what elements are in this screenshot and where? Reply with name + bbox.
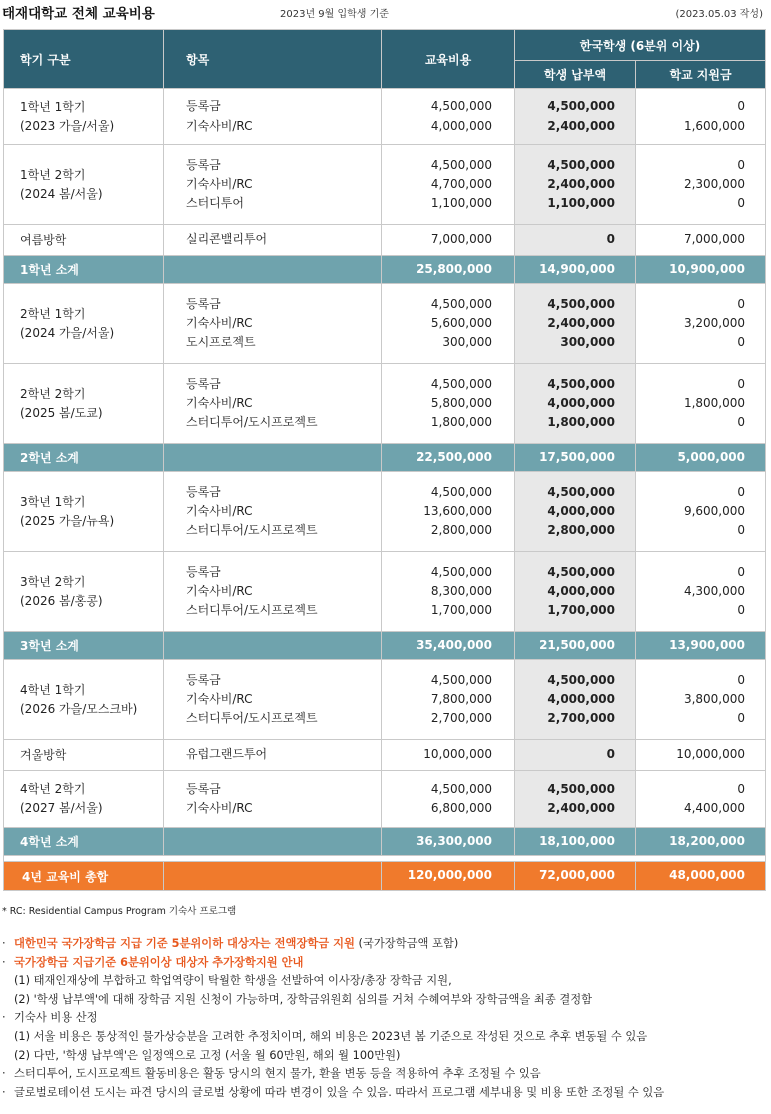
subtotal-cost (382, 632, 515, 660)
subtotal-school-support-line: 5,000,000 (677, 449, 746, 464)
semester-cell-line: 2학년 1학기 (20, 306, 86, 321)
cost-cell-line: 4,000,000 (430, 118, 492, 133)
student-pay-cell-line: 4,500,000 (547, 484, 615, 499)
cost-cell-line: 1,100,000 (430, 196, 492, 211)
semester-cell-line: 여름방학 (20, 232, 67, 247)
total-student-pay: 72,000,000 (515, 862, 636, 891)
note-text: 스터디투어, 도시프로젝트 활동비용은 활동 당시의 현지 물가, 환율 변동 등을 적용하여 추후 조정될 수 있음 (14, 1067, 541, 1081)
item-cell (164, 225, 382, 256)
subtotal-student-pay-line: 21,500,000 (539, 637, 615, 652)
school-support-cell-line: 0 (737, 415, 746, 430)
header-school-support: 학교 지원금 (636, 61, 766, 89)
school-support-cell (636, 284, 766, 364)
subtotal-student-pay (515, 632, 636, 660)
student-pay-cell-line: 4,000,000 (547, 395, 615, 410)
semester-cell-line: 겨울방학 (20, 747, 67, 762)
item-cell (164, 364, 382, 444)
notes-list (2, 935, 767, 1102)
school-support-cell-line: 9,600,000 (683, 503, 746, 518)
bullet-dot-icon: · (2, 955, 6, 969)
semester-cell-line: 1학년 1학기 (20, 99, 86, 114)
table-row (4, 552, 766, 632)
student-pay-cell-line: 2,400,000 (547, 315, 615, 330)
table-row (4, 771, 766, 828)
cost-cell (382, 145, 515, 225)
semester-cell-line: 1학년 2학기 (20, 167, 86, 182)
school-support-cell-line: 0 (737, 781, 746, 796)
note-subitem (2, 1047, 767, 1066)
school-support-cell (636, 364, 766, 444)
subtotal-student-pay (515, 256, 636, 284)
school-support-cell-line: 10,000,000 (676, 747, 746, 762)
cost-cell-line: 4,500,000 (430, 157, 492, 172)
cost-cell-line: 4,500,000 (430, 296, 492, 311)
school-support-cell (636, 225, 766, 256)
school-support-cell-line: 0 (737, 376, 746, 391)
item-cell-line: 등록금 (186, 296, 221, 311)
note-text: 기숙사 비용 산정 (14, 1011, 98, 1025)
bullet-dot-icon: · (2, 937, 6, 950)
subtotal-school-support (636, 256, 766, 284)
item-cell (164, 145, 382, 225)
item-cell-line: 기숙사비/RC (186, 691, 253, 706)
subtotal-cost-line: 36,300,000 (416, 833, 492, 848)
page-title: 태재대학교 전체 교육비용 (2, 6, 155, 22)
semester-cell (4, 89, 164, 145)
semester-cell (4, 284, 164, 364)
note-text: (1) 태재인재상에 부합하고 학업역량이 탁월한 학생을 선발하여 이사장/총장 장학금 지원, (14, 974, 452, 988)
semester-cell-line: (2024 가을/서울) (20, 325, 115, 340)
item-cell-line: 유럽그랜드투어 (186, 747, 268, 762)
student-pay-cell-line: 2,700,000 (547, 711, 615, 726)
student-pay-cell (515, 552, 636, 632)
item-cell-line: 도시프로젝트 (186, 335, 256, 350)
student-pay-cell-line: 4,000,000 (547, 691, 615, 706)
rc-footnote: * RC: Residential Campus Program 기숙사 프로그램 (2, 906, 237, 917)
item-cell-line: 스터디투어/도시프로젝트 (186, 603, 318, 618)
table-row (4, 660, 766, 740)
school-support-cell (636, 89, 766, 145)
subtotal-empty (164, 632, 382, 660)
item-cell-line: 실리콘밸리투어 (186, 232, 268, 247)
cost-cell-line: 2,800,000 (430, 523, 492, 538)
item-cell-line: 기숙사비/RC (186, 503, 253, 518)
item-cell (164, 660, 382, 740)
total-cost: 120,000,000 (382, 862, 515, 891)
school-support-cell-line: 3,200,000 (683, 315, 746, 330)
school-support-cell (636, 660, 766, 740)
student-pay-cell-line: 2,400,000 (547, 801, 615, 815)
school-support-cell (636, 552, 766, 632)
subtotal-empty (164, 444, 382, 472)
semester-cell-line: (2025 봄/도쿄) (20, 405, 103, 420)
student-pay-cell-line: 1,100,000 (547, 196, 615, 211)
semester-cell (4, 552, 164, 632)
school-support-cell-line: 0 (737, 296, 746, 311)
item-cell-line: 등록금 (186, 157, 221, 172)
cost-cell-line: 5,600,000 (430, 315, 492, 330)
student-pay-cell-line: 0 (606, 232, 615, 247)
note-text: (국가장학금액 포함) (354, 937, 459, 950)
student-pay-cell-line: 4,500,000 (547, 296, 615, 311)
cost-cell (382, 284, 515, 364)
school-support-cell-line: 2,300,000 (683, 176, 746, 191)
school-support-cell-line: 0 (737, 523, 746, 538)
school-support-cell-line: 4,300,000 (683, 583, 746, 598)
student-pay-cell-line: 4,500,000 (547, 376, 615, 391)
school-support-cell (636, 145, 766, 225)
header-student-pay: 학생 납부액 (515, 61, 636, 89)
student-pay-cell (515, 660, 636, 740)
subtotal-row (4, 444, 766, 472)
written-date: (2023.05.03 작성) (675, 9, 763, 20)
student-pay-cell (515, 225, 636, 256)
item-cell-line: 등록금 (186, 781, 221, 796)
subtotal-school-support-line: 13,900,000 (669, 637, 746, 652)
header-korean-students: 한국학생 (6분위 이상) (515, 30, 766, 61)
subtotal-student-pay (515, 828, 636, 856)
item-cell-line: 기숙사비/RC (186, 583, 253, 598)
cost-cell (382, 740, 515, 771)
subtotal-label (4, 444, 164, 472)
note-subitem (2, 991, 767, 1010)
table-row (4, 740, 766, 771)
total-empty (164, 862, 382, 891)
school-support-cell-line: 1,600,000 (683, 118, 746, 133)
cost-cell-line: 4,500,000 (430, 99, 492, 114)
semester-cell (4, 472, 164, 552)
student-pay-cell-line: 4,500,000 (547, 564, 615, 579)
student-pay-cell (515, 740, 636, 771)
semester-cell (4, 740, 164, 771)
student-pay-cell-line: 4,500,000 (547, 99, 615, 114)
semester-cell-line: (2027 봄/서울) (20, 801, 103, 815)
school-support-cell-line: 0 (737, 711, 746, 726)
subtotal-empty (164, 256, 382, 284)
subtotal-label (4, 256, 164, 284)
semester-cell-line: 3학년 2학기 (20, 574, 86, 589)
subtotal-school-support (636, 444, 766, 472)
item-cell-line: 등록금 (186, 376, 221, 391)
note-bullet (2, 954, 767, 973)
subtotal-row (4, 256, 766, 284)
subtotal-cost-line: 35,400,000 (416, 637, 492, 652)
subtotal-cost (382, 828, 515, 856)
cost-cell-line: 7,000,000 (430, 232, 492, 247)
cost-cell-line: 1,700,000 (430, 603, 492, 618)
subtotal-row (4, 828, 766, 856)
note-bullet (2, 935, 767, 954)
cost-cell (382, 472, 515, 552)
total-label: 4년 교육비 총합 (4, 862, 164, 891)
table-row (4, 89, 766, 145)
item-cell-line: 기숙사비/RC (186, 315, 253, 330)
admission-basis: 2023년 9월 입학생 기준 (280, 9, 389, 20)
cost-cell-line: 10,000,000 (423, 747, 492, 762)
cost-cell-line: 5,800,000 (430, 395, 492, 410)
total-school-support: 48,000,000 (636, 862, 766, 891)
item-cell (164, 89, 382, 145)
semester-cell-line: (2024 봄/서울) (20, 186, 103, 201)
subtotal-cost-line: 22,500,000 (416, 449, 492, 464)
cost-cell (382, 552, 515, 632)
item-cell (164, 552, 382, 632)
note-text: (2) '학생 납부액'에 대해 장학금 지원 신청이 가능하며, 장학금위원회 심의를 거쳐 수혜여부와 장학금액을 최종 결정함 (14, 992, 593, 1006)
note-text: 글로벌로테이션 도시는 파견 당시의 글로벌 상황에 따라 변경이 있을 수 있음. 따라서 프로그램 세부내용 및 비용 또한 조정될 수 있음 (14, 1085, 665, 1099)
school-support-cell-line: 0 (737, 99, 746, 114)
school-support-cell (636, 740, 766, 771)
note-bullet (2, 1084, 767, 1103)
subtotal-label-line: 4학년 소계 (20, 835, 79, 849)
student-pay-cell (515, 472, 636, 552)
note-subitem (2, 1028, 767, 1047)
item-cell-line: 기숙사비/RC (186, 801, 253, 815)
student-pay-cell (515, 284, 636, 364)
header-item: 항목 (164, 30, 382, 89)
student-pay-cell (515, 89, 636, 145)
subtotal-label-line: 3학년 소계 (20, 639, 79, 653)
subtotal-cost (382, 256, 515, 284)
bullet-dot-icon: · (2, 1085, 6, 1099)
subtotal-school-support (636, 828, 766, 856)
semester-cell-line: (2025 가을/뉴욕) (20, 513, 115, 528)
subtotal-cost-line: 25,800,000 (416, 261, 492, 276)
item-cell (164, 284, 382, 364)
item-cell-line: 기숙사비/RC (186, 118, 253, 133)
subtotal-student-pay-line: 18,100,000 (539, 833, 615, 848)
student-pay-cell-line: 4,500,000 (547, 157, 615, 172)
cost-cell-line: 4,500,000 (430, 564, 492, 579)
student-pay-cell-line: 1,800,000 (547, 415, 615, 430)
item-cell-line: 등록금 (186, 99, 221, 114)
student-pay-cell-line: 4,500,000 (547, 781, 615, 796)
note-text: (2) 다만, '학생 납부액'은 일정액으로 고정 (서울 월 60만원, 해외 월 100만원) (14, 1048, 401, 1062)
cost-cell-line: 4,500,000 (430, 672, 492, 687)
semester-cell (4, 364, 164, 444)
student-pay-cell-line: 2,800,000 (547, 523, 615, 538)
cost-cell-line: 1,800,000 (430, 415, 492, 430)
school-support-cell (636, 472, 766, 552)
cost-cell-line: 300,000 (442, 335, 492, 350)
school-support-cell-line: 0 (737, 335, 746, 350)
school-support-cell-line: 3,800,000 (683, 691, 746, 706)
semester-cell-line: 4학년 2학기 (20, 782, 86, 796)
item-cell-line: 스터디투어/도시프로젝트 (186, 523, 318, 538)
semester-cell-line: 4학년 1학기 (20, 682, 86, 697)
education-cost-table (3, 29, 766, 891)
cost-cell-line: 13,600,000 (423, 503, 492, 518)
subtotal-school-support (636, 632, 766, 660)
cost-cell (382, 89, 515, 145)
school-support-cell-line: 0 (737, 196, 746, 211)
table-row (4, 364, 766, 444)
semester-cell (4, 771, 164, 828)
subtotal-student-pay (515, 444, 636, 472)
cost-cell-line: 2,700,000 (430, 711, 492, 726)
item-cell (164, 771, 382, 828)
item-cell-line: 등록금 (186, 484, 221, 499)
table-row (4, 145, 766, 225)
cost-cell-line: 4,500,000 (430, 484, 492, 499)
student-pay-cell-line: 4,000,000 (547, 583, 615, 598)
item-cell-line: 스터디투어 (186, 196, 244, 211)
semester-cell (4, 225, 164, 256)
cost-cell-line: 4,700,000 (430, 176, 492, 191)
semester-cell (4, 145, 164, 225)
school-support-cell-line: 0 (737, 672, 746, 687)
student-pay-cell-line: 4,000,000 (547, 503, 615, 518)
school-support-cell-line: 0 (737, 157, 746, 172)
subtotal-school-support-line: 18,200,000 (669, 833, 746, 848)
subtotal-student-pay-line: 17,500,000 (539, 449, 615, 464)
bullet-dot-icon: · (2, 1067, 6, 1081)
student-pay-cell-line: 300,000 (560, 335, 615, 350)
cost-cell (382, 225, 515, 256)
total-row (4, 862, 766, 891)
student-pay-cell-line: 4,500,000 (547, 672, 615, 687)
subtotal-label (4, 632, 164, 660)
header-cost: 교육비용 (382, 30, 515, 89)
school-support-cell-line: 7,000,000 (683, 232, 746, 247)
note-text: (1) 서울 비용은 통상적인 물가상승분을 고려한 추정치이며, 해외 비용은 2023년 봄 기준으로 작성된 것으로 추후 변동될 수 있음 (14, 1029, 648, 1043)
item-cell-line: 기숙사비/RC (186, 176, 253, 191)
school-support-cell-line: 0 (737, 564, 746, 579)
school-support-cell-line: 0 (737, 603, 746, 618)
semester-cell (4, 660, 164, 740)
cost-cell-line: 4,500,000 (430, 781, 492, 796)
subtotal-row (4, 632, 766, 660)
student-pay-cell-line: 0 (606, 747, 615, 762)
student-pay-cell-line: 1,700,000 (547, 603, 615, 618)
item-cell-line: 기숙사비/RC (186, 395, 253, 410)
student-pay-cell (515, 145, 636, 225)
subtotal-label-line: 1학년 소계 (20, 263, 79, 277)
cost-cell (382, 364, 515, 444)
table-row (4, 472, 766, 552)
student-pay-cell-line: 2,400,000 (547, 176, 615, 191)
cost-cell (382, 771, 515, 828)
school-support-cell (636, 771, 766, 828)
subtotal-empty (164, 828, 382, 856)
header-semester: 학기 구분 (4, 30, 164, 89)
cost-cell-line: 4,500,000 (430, 376, 492, 391)
subtotal-label-line: 2학년 소계 (20, 451, 79, 465)
school-support-cell-line: 0 (737, 484, 746, 499)
item-cell-line: 등록금 (186, 564, 221, 579)
cost-cell-line: 6,800,000 (430, 801, 492, 815)
school-support-cell-line: 1,800,000 (683, 395, 746, 410)
semester-cell-line: 3학년 1학기 (20, 494, 86, 509)
cost-cell-line: 8,300,000 (430, 583, 492, 598)
school-support-cell-line: 4,400,000 (683, 801, 746, 815)
table-row (4, 225, 766, 256)
semester-cell-line: (2026 가을/모스크바) (20, 701, 138, 716)
subtotal-student-pay-line: 14,900,000 (539, 261, 615, 276)
item-cell (164, 472, 382, 552)
bullet-dot-icon: · (2, 1011, 6, 1025)
subtotal-cost (382, 444, 515, 472)
cost-cell (382, 660, 515, 740)
item-cell-line: 스터디투어/도시프로젝트 (186, 415, 318, 430)
note-bullet (2, 1065, 767, 1084)
note-subitem (2, 972, 767, 991)
highlighted-note-text: 국가장학금 지급기준 6분위이상 대상자 추가장학지원 안내 (14, 955, 304, 969)
semester-cell-line: (2026 봄/홍콩) (20, 593, 103, 608)
item-cell-line: 스터디투어/도시프로젝트 (186, 711, 318, 726)
highlighted-note-text: 대한민국 국가장학금 지급 기준 5분위이하 대상자는 전액장학금 지원 (14, 937, 355, 950)
table-row (4, 284, 766, 364)
item-cell (164, 740, 382, 771)
student-pay-cell-line: 2,400,000 (547, 118, 615, 133)
note-bullet (2, 1009, 767, 1028)
cost-cell-line: 7,800,000 (430, 691, 492, 706)
semester-cell-line: (2023 가을/서울) (20, 118, 115, 133)
student-pay-cell (515, 771, 636, 828)
document-header (0, 0, 771, 24)
student-pay-cell (515, 364, 636, 444)
semester-cell-line: 2학년 2학기 (20, 386, 86, 401)
subtotal-label (4, 828, 164, 856)
item-cell-line: 등록금 (186, 672, 221, 687)
subtotal-school-support-line: 10,900,000 (669, 261, 746, 276)
